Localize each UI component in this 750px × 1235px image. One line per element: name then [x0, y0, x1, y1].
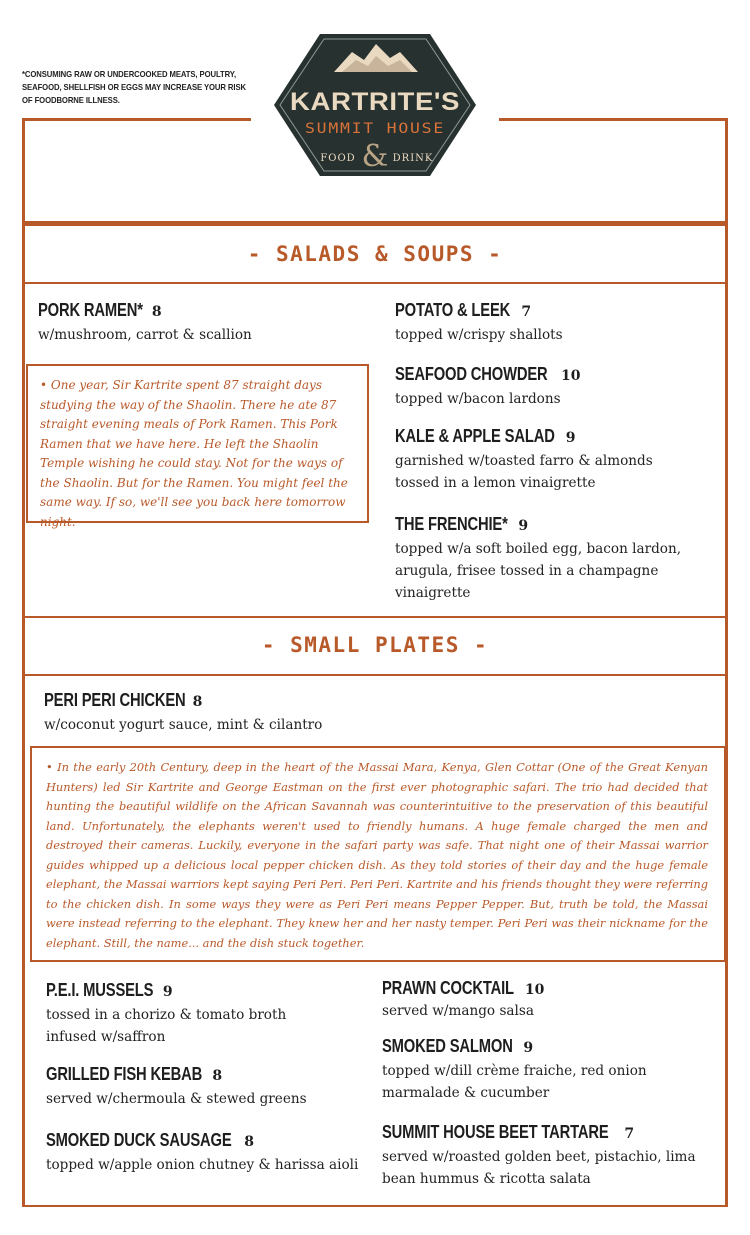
- logo-drink: DRINK: [392, 153, 434, 164]
- item-price: 9: [565, 430, 576, 446]
- small-plates-heading: - SMALL PLATES -: [261, 633, 489, 657]
- item-name: P.E.I. MUSSELS: [46, 980, 154, 1000]
- item-price: 8: [212, 1068, 223, 1084]
- item-description: topped w/a soft boiled egg, bacon lardon, arugula, frisee tossed in a champagne vinaigrette: [395, 541, 682, 601]
- logo-ampersand: &: [361, 139, 389, 174]
- item-description: tossed in a chorizo & tomato broth infused w/saffron: [46, 1007, 287, 1045]
- menu-item-smoked-salmon: [382, 1036, 712, 1104]
- item-description: served w/chermoula & stewed greens: [46, 1091, 307, 1107]
- item-name: SEAFOOD CHOWDER: [395, 364, 548, 384]
- item-description: topped w/dill crème fraiche, red onion marmalade & cucumber: [382, 1063, 647, 1101]
- item-price: 10: [524, 982, 545, 998]
- pork-ramen-story-text: • One year, Sir Kartrite spent 87 straight days studying the way of the Shaolin. There he ate 87 straight evening meals of Pork Ramen. This Pork Ramen that we have here. He left the Shaolin Temple wishing he could stay. Not for the ways of the Shaolin. But for the Ramen. You might feel the same way. If so, we'll see you back here tomorrow night.: [40, 378, 348, 529]
- header-frame-line-right: [499, 118, 728, 121]
- item-name: SUMMIT HOUSE BEET TARTARE: [382, 1122, 609, 1142]
- menu-item-grilled-fish-kebab: [46, 1064, 366, 1110]
- item-name: SMOKED SALMON: [382, 1036, 513, 1056]
- foodborne-illness-warning: *CONSUMING RAW OR UNDERCOOKED MEATS, POULTRY, SEAFOOD, SHELLFISH OR EGGS MAY INCREASE YOUR RISK OF FOODBORNE ILLNESS.: [22, 69, 246, 105]
- item-price: 8: [151, 304, 162, 320]
- menu-item-prawn-cocktail: [382, 978, 712, 1022]
- item-name: SMOKED DUCK SAUSAGE: [46, 1130, 232, 1150]
- peri-peri-story-text: • In the early 20th Century, deep in the heart of the Massai Mara, Kenya, Glen Cottar (One of the Great Kenyan Hunters) led Sir Kartrite and George Eastman on the first ever photographic safari. The trio had decided that hunting the beautiful wildlife on the African Savannah was counterintuitive to the preservation of this beautiful land. Unfortunately, the elephants weren't used to friendly humans. A huge female charged the men and destroyed their cameras. Luckily, everyone in the safari party was safe. That night one of their Massai warrior guides whipped up a delicious local pepper chicken dish. As they told stories of their day and the huge female elephant, the Massai warriors kept saying Peri Peri. Peri Peri. Kartrite and his friends thought they were referring to the chicken dish. In some ways they were as Peri Peri means Pepper Pepper. But, truth be told, the Massai were instead referring to the elephant. They knew her and her nasty temper. Peri Peri was their nickname for the elephant. Still, the name... and the dish stuck together.: [46, 760, 708, 950]
- item-name: PRAWN COCKTAIL: [382, 978, 514, 998]
- item-name: THE FRENCHIE*: [395, 514, 508, 534]
- menu-item-potato-leek: [395, 300, 715, 346]
- item-name: POTATO & LEEK: [395, 300, 511, 320]
- pork-ramen-story-box: [26, 364, 369, 529]
- item-name: GRILLED FISH KEBAB: [46, 1064, 203, 1084]
- item-price: 9: [523, 1040, 534, 1056]
- menu-item-kale-apple-salad: [395, 426, 715, 494]
- item-description: served w/mango salsa: [382, 1003, 534, 1019]
- peri-peri-story-box: [30, 746, 726, 962]
- menu-item-the-frenchie: [395, 514, 715, 604]
- logo-name: KARTRITE'S: [290, 88, 460, 116]
- salads-soups-heading: - SALADS & SOUPS -: [247, 242, 503, 266]
- logo-food: FOOD: [320, 153, 356, 164]
- item-description: topped w/crispy shallots: [395, 327, 563, 343]
- item-price: 8: [244, 1134, 254, 1150]
- menu-item-smoked-duck-sausage: [46, 1130, 366, 1176]
- menu-item-peri-peri-chicken: [44, 690, 444, 736]
- item-name: PORK RAMEN*: [38, 300, 143, 320]
- item-description: w/coconut yogurt sauce, mint & cilantro: [44, 717, 323, 733]
- item-price: 7: [624, 1126, 635, 1142]
- item-price: 9: [518, 518, 529, 534]
- item-name: KALE & APPLE SALAD: [395, 426, 555, 446]
- item-description: served w/roasted golden beet, pistachio, lima bean hummus & ricotta salata: [382, 1149, 696, 1187]
- header-frame-line-left: [22, 118, 251, 121]
- item-price: 9: [162, 984, 173, 1000]
- item-price: 8: [192, 694, 203, 710]
- item-description: w/mushroom, carrot & scallion: [38, 327, 252, 343]
- menu-item-pei-mussels: [46, 980, 346, 1048]
- item-description: garnished w/toasted farro & almonds tossed in a lemon vinaigrette: [395, 453, 653, 491]
- restaurant-logo: [272, 30, 478, 180]
- menu-item-pork-ramen: [38, 300, 368, 346]
- menu-item-seafood-chowder: [395, 364, 715, 410]
- logo-subtitle: SUMMIT HOUSE: [305, 121, 445, 137]
- item-description: topped w/bacon lardons: [395, 391, 561, 407]
- item-price: 7: [521, 304, 532, 320]
- item-price: 10: [561, 368, 581, 384]
- menu-item-summit-house-beet-tartare: [382, 1122, 722, 1190]
- item-name: PERI PERI CHICKEN: [44, 690, 186, 710]
- item-description: topped w/apple onion chutney & harissa aioli: [46, 1157, 359, 1173]
